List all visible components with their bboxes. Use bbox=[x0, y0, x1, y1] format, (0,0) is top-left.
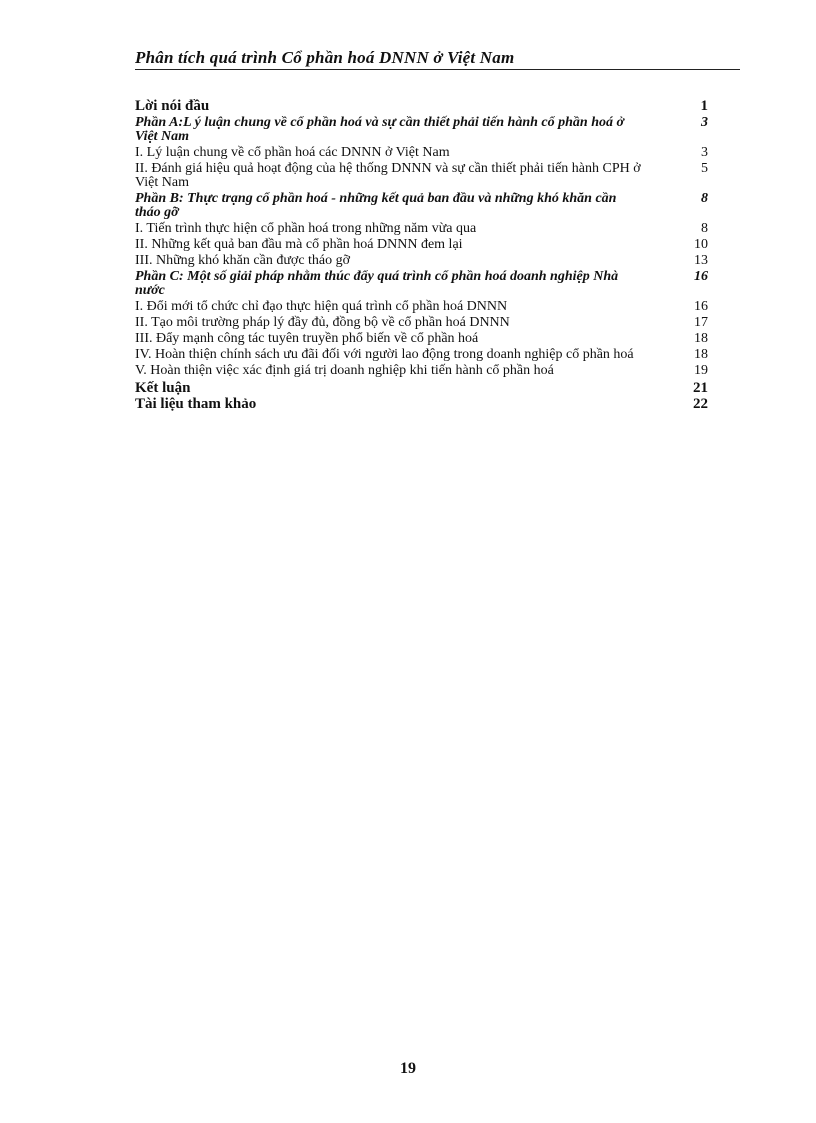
toc-entry-page: 18 bbox=[694, 347, 708, 362]
toc-entry-title: III. Những khó khăn cần được tháo gỡ bbox=[135, 253, 351, 268]
toc-entry-title: II. Những kết quả ban đầu mà cổ phần hoá DNNN đem lại bbox=[135, 237, 463, 252]
toc-entry bbox=[135, 316, 710, 330]
toc-entry-page: 16 bbox=[694, 299, 708, 314]
toc-entry bbox=[135, 146, 710, 160]
toc-entry-page: 22 bbox=[693, 396, 708, 412]
toc-entry-title: Phần B: Thực trạng cổ phần hoá - những kết quả ban đầu và những khó khăn cần tháo gỡ bbox=[135, 191, 617, 220]
toc-entry-page: 16 bbox=[694, 269, 708, 284]
toc-entry bbox=[135, 238, 710, 252]
toc-entry-title: II. Tạo môi trường pháp lý đầy đủ, đồng bộ về cổ phần hoá DNNN bbox=[135, 315, 510, 330]
toc-entry bbox=[135, 270, 710, 298]
toc-entry-title: Phần C: Một số giải pháp nhằm thúc đẩy quá trình cổ phần hoá doanh nghiệp Nhà nước bbox=[135, 269, 619, 298]
toc-entry-title: Kết luận bbox=[135, 380, 191, 396]
toc-entry bbox=[135, 116, 710, 144]
toc-entry-title: IV. Hoàn thiện chính sách ưu đãi đối với người lao động trong doanh nghiệp cổ phần hoá bbox=[135, 347, 634, 362]
toc-entry bbox=[135, 162, 710, 190]
toc-entry bbox=[135, 396, 710, 412]
toc-entry-title: III. Đẩy mạnh công tác tuyên truyền phổ biến về cổ phần hoá bbox=[135, 331, 479, 346]
toc-entry-page: 17 bbox=[694, 315, 708, 330]
toc-entry-page: 10 bbox=[694, 237, 708, 252]
toc-entry bbox=[135, 364, 710, 378]
table-of-contents bbox=[135, 98, 710, 412]
toc-entry bbox=[135, 254, 710, 268]
page-number: 19 bbox=[400, 1060, 416, 1077]
toc-entry-title: I. Tiến trình thực hiện cổ phần hoá trong những năm vừa qua bbox=[135, 221, 477, 236]
toc-entry-title: I. Lý luận chung về cổ phần hoá các DNNN ở Việt Nam bbox=[135, 145, 450, 160]
toc-entry-title: I. Đổi mới tổ chức chỉ đạo thực hiện quá trình cổ phần hoá DNNN bbox=[135, 299, 508, 314]
toc-entry-page: 3 bbox=[701, 145, 708, 160]
toc-entry-page: 8 bbox=[701, 221, 708, 236]
toc-entry-page: 1 bbox=[700, 98, 708, 114]
toc-entry-title: II. Đánh giá hiệu quả hoạt động của hệ thống DNNN và sự cần thiết phải tiến hành CPH ở Việt Nam bbox=[135, 161, 641, 190]
toc-entry-page: 8 bbox=[701, 191, 708, 206]
toc-entry-page: 3 bbox=[701, 115, 708, 130]
toc-entry bbox=[135, 332, 710, 346]
toc-entry-page: 21 bbox=[693, 380, 708, 396]
toc-entry-page: 18 bbox=[694, 331, 708, 346]
toc-entry-title: Lời nói đầu bbox=[135, 98, 210, 114]
toc-entry-page: 13 bbox=[694, 253, 708, 268]
toc-entry-page: 19 bbox=[694, 363, 708, 378]
toc-entry-page: 5 bbox=[701, 161, 708, 176]
toc-entry bbox=[135, 98, 710, 114]
toc-entry-title: Phần A:L ý luận chung về cổ phần hoá và sự cần thiết phải tiến hành cổ phần hoá ở Việt Nam bbox=[135, 115, 625, 144]
toc-entry-title: V. Hoàn thiện việc xác định giá trị doanh nghiệp khi tiến hành cổ phần hoá bbox=[135, 363, 554, 378]
toc-entry bbox=[135, 222, 710, 236]
running-header: Phân tích quá trình Cổ phần hoá DNNN ở Việt Nam bbox=[135, 48, 740, 70]
toc-entry bbox=[135, 300, 710, 314]
toc-entry bbox=[135, 380, 710, 396]
toc-entry-title: Tài liệu tham khảo bbox=[135, 396, 257, 412]
toc-entry bbox=[135, 192, 710, 220]
toc-entry bbox=[135, 348, 710, 362]
